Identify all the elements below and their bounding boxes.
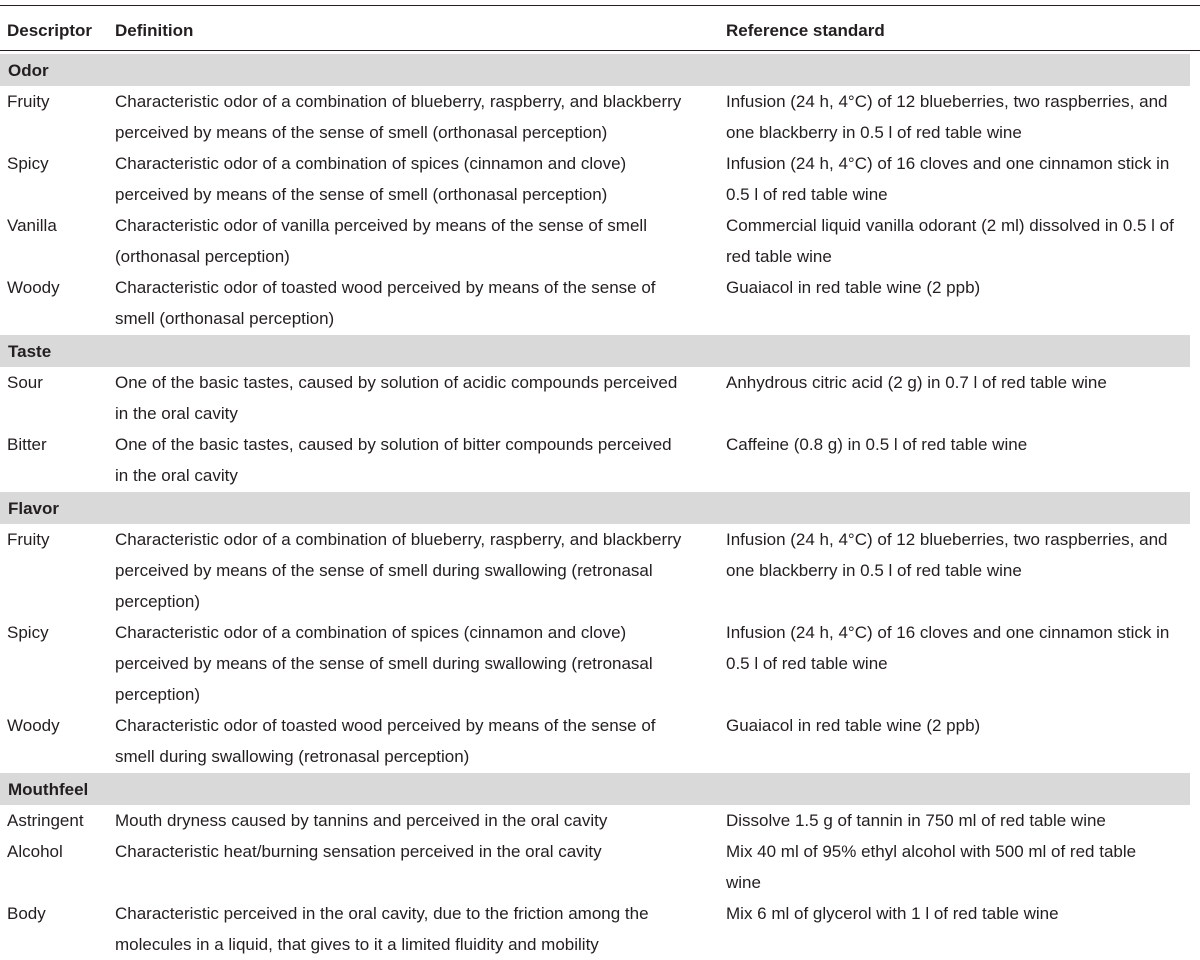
reference-cell: Caffeine (0.8 g) in 0.5 l of red table wine (726, 435, 1028, 454)
definition-cell: Characteristic odor of toasted wood perceived by means of the sense of smell (orthonasal perception) (115, 278, 656, 328)
table-row (0, 367, 1200, 429)
section-label: Taste (8, 342, 52, 361)
table-row (0, 805, 1200, 836)
header-definition: Definition (115, 21, 194, 40)
table-row (0, 429, 1200, 491)
reference-cell: Commercial liquid vanilla odorant (2 ml) dissolved in 0.5 l of red table wine (726, 216, 1174, 266)
section-header-flavor (0, 492, 1190, 524)
descriptor-cell: Fruity (7, 92, 50, 111)
table-row (0, 272, 1200, 334)
definition-cell: Characteristic perceived in the oral cavity, due to the friction among the molecules in a liquid, that gives to it a limited fluidity and mobility (115, 904, 649, 954)
descriptor-cell: Woody (7, 716, 60, 735)
definition-cell: Characteristic heat/burning sensation perceived in the oral cavity (115, 842, 602, 861)
definition-cell: Characteristic odor of vanilla perceived by means of the sense of smell (orthonasal perception) (115, 216, 647, 266)
reference-cell: Infusion (24 h, 4°C) of 16 cloves and one cinnamon stick in 0.5 l of red table wine (726, 154, 1170, 204)
descriptor-cell: Body (7, 904, 46, 923)
section-header-mouthfeel (0, 773, 1190, 805)
definition-cell: Characteristic odor of a combination of blueberry, raspberry, and blackberry perceived by means of the sense of smell during swallowing (retronasal perception) (115, 530, 682, 611)
definition-cell: Mouth dryness caused by tannins and perceived in the oral cavity (115, 811, 608, 830)
section-header-taste (0, 335, 1190, 367)
descriptor-cell: Woody (7, 278, 60, 297)
table-top-rule (0, 5, 1200, 6)
reference-cell: Infusion (24 h, 4°C) of 12 blueberries, two raspberries, and one blackberry in 0.5 l of red table wine (726, 530, 1168, 580)
section-label: Flavor (8, 499, 60, 518)
table-row (0, 210, 1200, 272)
reference-cell: Dissolve 1.5 g of tannin in 750 ml of red table wine (726, 811, 1106, 830)
header-reference-standard: Reference standard (726, 21, 885, 40)
table-row (0, 524, 1200, 617)
table-row (0, 898, 1200, 960)
table-row (0, 617, 1200, 710)
reference-cell: Infusion (24 h, 4°C) of 12 blueberries, two raspberries, and one blackberry in 0.5 l of red table wine (726, 92, 1168, 142)
definition-cell: Characteristic odor of a combination of spices (cinnamon and clove) perceived by means of the sense of smell (orthonasal perception) (115, 154, 627, 204)
section-header-odor (0, 54, 1190, 86)
section-label: Mouthfeel (8, 780, 89, 799)
definition-cell: One of the basic tastes, caused by solution of acidic compounds perceived in the oral cavity (115, 373, 678, 423)
descriptor-cell: Fruity (7, 530, 50, 549)
reference-cell: Guaiacol in red table wine (2 ppb) (726, 278, 981, 297)
reference-cell: Guaiacol in red table wine (2 ppb) (726, 716, 981, 735)
descriptor-cell: Alcohol (7, 842, 63, 861)
section-label: Odor (8, 61, 49, 80)
descriptor-cell: Vanilla (7, 216, 57, 235)
definition-cell: Characteristic odor of toasted wood perceived by means of the sense of smell during swallowing (retronasal perception) (115, 716, 656, 766)
reference-cell: Infusion (24 h, 4°C) of 16 cloves and one cinnamon stick in 0.5 l of red table wine (726, 623, 1170, 673)
header-descriptor: Descriptor (7, 21, 93, 40)
reference-cell: Mix 40 ml of 95% ethyl alcohol with 500 ml of red table wine (726, 842, 1137, 892)
header-bottom-rule (0, 50, 1200, 51)
descriptor-cell: Spicy (7, 623, 49, 642)
table-row (0, 148, 1200, 210)
definition-cell: Characteristic odor of a combination of spices (cinnamon and clove) perceived by means of the sense of smell during swallowing (retronasal perception) (115, 623, 653, 704)
descriptor-cell: Bitter (7, 435, 47, 454)
table-row (0, 710, 1200, 772)
descriptor-cell: Sour (7, 373, 43, 392)
reference-cell: Anhydrous citric acid (2 g) in 0.7 l of red table wine (726, 373, 1107, 392)
definition-cell: One of the basic tastes, caused by solution of bitter compounds perceived in the oral cavity (115, 435, 672, 485)
table-row (0, 86, 1200, 148)
definition-cell: Characteristic odor of a combination of blueberry, raspberry, and blackberry perceived by means of the sense of smell (orthonasal perception) (115, 92, 682, 142)
descriptor-cell: Astringent (7, 811, 84, 830)
table-row (0, 836, 1200, 898)
reference-cell: Mix 6 ml of glycerol with 1 l of red table wine (726, 904, 1059, 923)
descriptor-cell: Spicy (7, 154, 49, 173)
